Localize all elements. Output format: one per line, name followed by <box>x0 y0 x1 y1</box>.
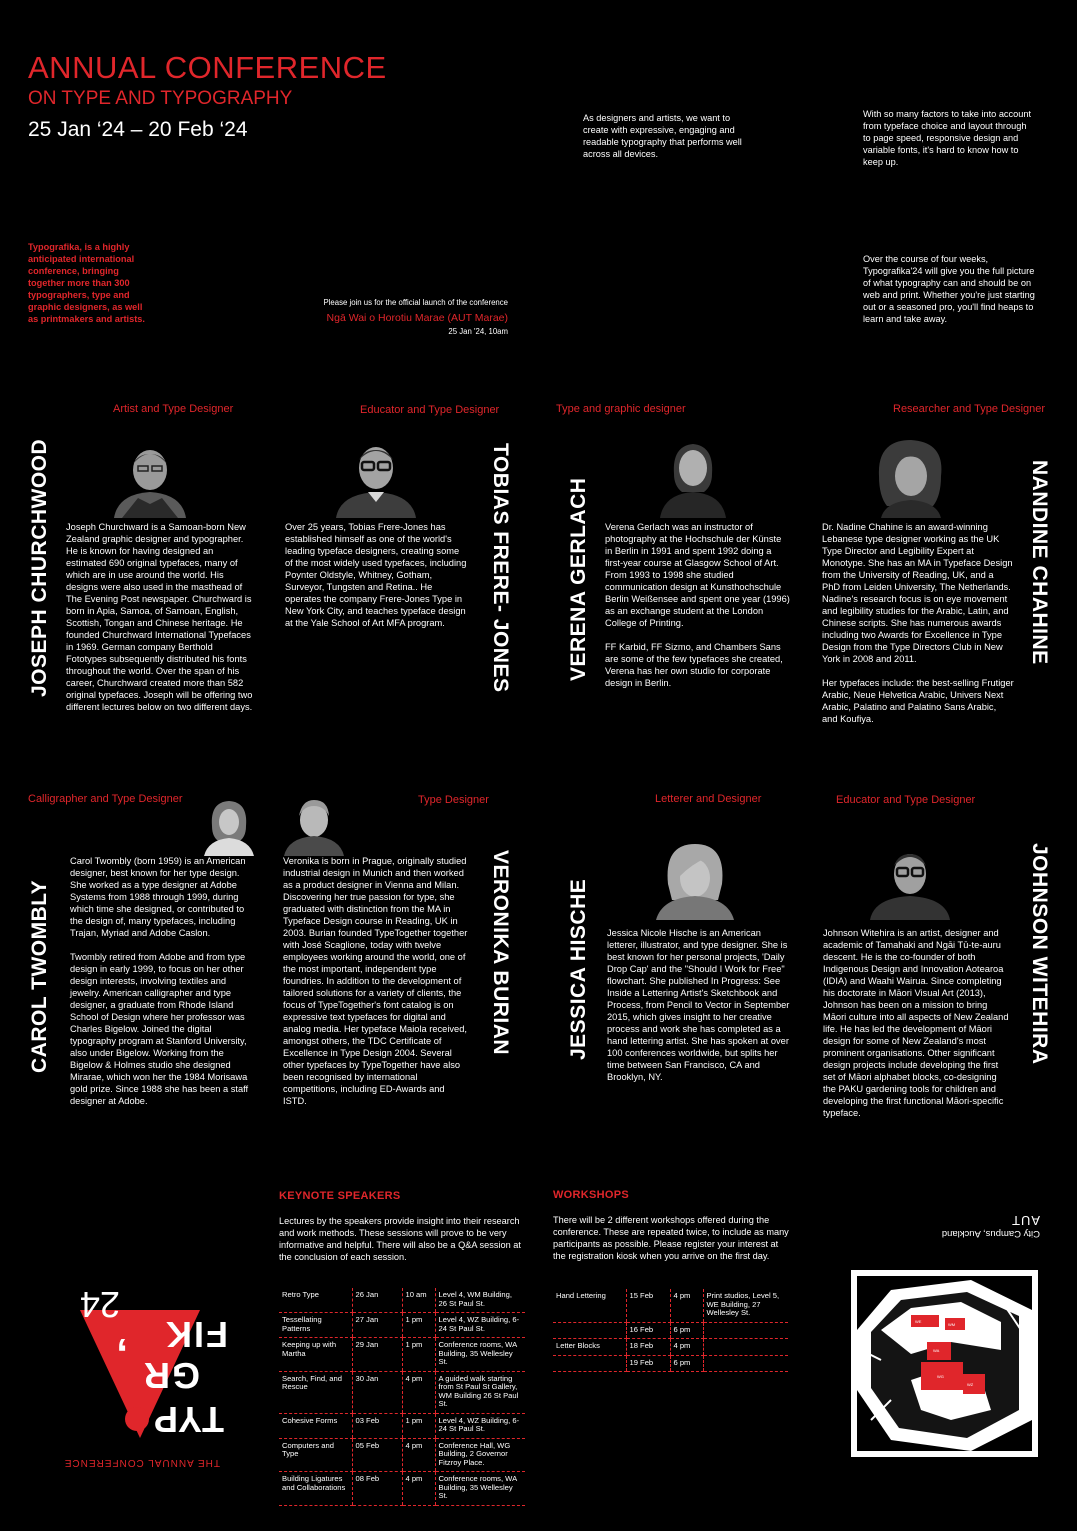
schedule-venue: Level 4, WM Building, 26 St Paul St. <box>435 1288 525 1313</box>
logo-line-gr: GR <box>142 1355 200 1396</box>
schedule-time: 4 pm <box>402 1371 435 1413</box>
speaker-name: CAROL TWOMBLY <box>28 879 51 1073</box>
speaker-bio: Jessica Nicole Hische is an American letterer, illustrator, and type designer. She is best known for her personal projects, 'Daily Drop Cap' and the "Should I Work for Free" flowchart. She published In Progress: See Inside a Lettering Artist's Sketchbook and Process, from Pencil to Vector in September 2015, which gives insight to her creative process and work she has completed as a hand lettering artist. She has spoken at over 100 conferences worldwide, but splits her time between San Francisco, CA and Brooklyn, NY. <box>607 928 790 1082</box>
speaker-name: VERENA GERLACH <box>567 477 590 681</box>
speaker-name: JESSICA HISCHE <box>567 878 590 1060</box>
speaker-role: Researcher and Type Designer <box>893 403 1046 415</box>
speaker-name: VERONIKA BURIAN <box>489 850 512 1056</box>
schedule-row <box>553 1289 788 1322</box>
schedule-title <box>553 1355 626 1372</box>
keynote-heading: KEYNOTE SPEAKERS <box>279 1190 401 1202</box>
logo-dot <box>124 1406 150 1432</box>
schedule-title: Retro Type <box>279 1288 352 1313</box>
schedule-time: 4 pm <box>670 1339 703 1356</box>
map-building-label: WG <box>937 1374 944 1379</box>
schedule-date: 29 Jan <box>352 1338 402 1372</box>
logo-apostrophe: ’ <box>116 1313 128 1360</box>
schedule-date: 16 Feb <box>626 1322 670 1339</box>
speaker-bio: Dr. Nadine Chahine is an award-winning Lebanese type designer working as the UK Type Director and Legibility Expert at Monotype. She has an MA in Typeface Design from the University of Reading, UK, and a PhD from Leiden University, The Netherlands. Nadine's research focus is on eye movement and legibility studies for the Arabic, Latin, and Chinese scripts. She has numerous awards including two Awards for Excellence in Type Design from the Type Directors Club in New York in 2008 and 2011. Her typefaces include: the best-selling Frutiger Arabic, Neue Helvetica Arabic, Univers Next Arabic, Palatino and Palatino Sans Arabic, and Koufiya. <box>822 522 1014 724</box>
schedule-row <box>279 1371 525 1413</box>
speaker-role: Calligrapher and Type Designer <box>28 793 183 805</box>
logo-tagline: THE ANNUAL CONFERENCE <box>63 1457 220 1468</box>
intro-col1: As designers and artists, we want to create with expressive, engaging and readable typography that performs well across all devices. <box>583 113 742 159</box>
intro-about: Typografika, is a highly anticipated international conference, bringing together more than 300 typographers, type and graphic designers, as well as printmakers and artists. <box>28 242 145 324</box>
intro-col2: With so many factors to take into account from typeface choice and layout through to page speed, responsive design and variable fonts, it's hard to know how to keep up. <box>863 109 1032 167</box>
schedule-date: 03 Feb <box>352 1413 402 1438</box>
keynote-intro: Lectures by the speakers provide insight into their research and work methods. These sessions will prove to be very informative and helpful. There will also be a Q&A session at the conclusion of each session. <box>279 1216 521 1262</box>
schedule-time: 4 pm <box>402 1438 435 1472</box>
schedule-title: Search, Find, and Rescue <box>279 1371 352 1413</box>
speaker-name: TOBIAS FRERE- JONES <box>489 443 512 693</box>
keynote-schedule-table <box>279 1288 525 1506</box>
schedule-date: 30 Jan <box>352 1371 402 1413</box>
speaker-role: Type and graphic designer <box>556 403 686 415</box>
schedule-row <box>279 1438 525 1472</box>
schedule-venue: Print studios, Level 5, WE Building, 27 Wellesley St. <box>703 1289 788 1322</box>
schedule-time: 10 am <box>402 1288 435 1313</box>
map-building-label: WE <box>915 1319 922 1324</box>
speaker-photo <box>871 436 949 518</box>
schedule-time: 1 pm <box>402 1313 435 1338</box>
schedule-title: Computers and Type <box>279 1438 352 1472</box>
speaker-role: Letterer and Designer <box>655 793 762 805</box>
schedule-date: 15 Feb <box>626 1289 670 1322</box>
schedule-venue: A guided walk starting from St Paul St Gallery, WM Building 26 St Paul St. <box>435 1371 525 1413</box>
speaker-bio: Joseph Churchward is a Samoan-born New Zealand graphic designer and typographer. He is known for having designed an estimated 690 original typefaces, many of which are in use around the world. His designs were also used in the masthead of The Evening Post newspaper. Churchward is born in Apia, Samoa, of Samoan, English, Scottish, Tongan and Chinese heritage. He founded Churchward International Typefaces in 1969. German company Berthold Fototypes subsequently distributed his fonts throughout the world. Over the span of his career, Churchward created more than 582 original typefaces. Joseph will be offering two different lectures below on two different days. <box>66 522 253 712</box>
schedule-venue <box>703 1339 788 1356</box>
launch-venue: Ngā Wai o Horotiu Marae (AUT Marae) <box>326 312 508 324</box>
page-subtitle: ON TYPE AND TYPOGRAPHY <box>28 88 293 109</box>
schedule-venue <box>703 1355 788 1372</box>
schedule-date: 05 Feb <box>352 1438 402 1472</box>
speaker-bio: Veronika is born in Prague, originally studied industrial design in Munich and then worked as a product designer in Vienna and Milan. Discovering her true passion for type, she graduated with distinction from the MA in Typeface Design course in Reading, UK in 2003. Burian founded TypeTogether together with José Scaglione, today with twelve employees working around the world, one of the most important, independent type foundries. In addition to the development of tailored solutions for a variety of clients, the focus of TypeTogether's font catalog is on expressive text typefaces for digital and analog media. Her typeface Maiola received, amongst others, the TDC Certificate of Excellence in Type Design 2004. Several other typefaces by TypeTogether have also been recognised by international competitions, including ED-Awards and ISTD. <box>283 856 468 1106</box>
speaker-photo <box>870 840 950 920</box>
speaker-photo <box>204 798 254 856</box>
schedule-row <box>553 1339 788 1356</box>
schedule-row <box>279 1313 525 1338</box>
launch-invite: Please join us for the official launch of the conference <box>323 298 508 307</box>
schedule-row <box>553 1355 788 1372</box>
schedule-venue: Level 4, WZ Building, 6-24 St Paul St. <box>435 1313 525 1338</box>
schedule-date: 19 Feb <box>626 1355 670 1372</box>
speaker-role: Educator and Type Designer <box>360 404 500 416</box>
speaker-photo <box>336 436 416 518</box>
speaker-photo <box>112 442 188 518</box>
schedule-row <box>279 1338 525 1372</box>
workshops-intro: There will be 2 different workshops offered during the conference. These are repeated twice, to include as many participants as possible. Please register your interest at the registration kiosk when you arrive on the first day. <box>553 1215 789 1261</box>
schedule-title: Letter Blocks <box>553 1339 626 1356</box>
speaker-bio: Verena Gerlach was an instructor of photography at the Hochschule der Künste in Berlin in 1991 and spent 1992 doing a first-year course at Glasgow School of Art. From 1993 to 1998 she studied communication design at Kunsthochschule Berlin Weißensee and spent one year (1996) as an exchange student at the London College of Printing. FF Karbid, FF Sizmo, and Chambers Sans are some of the few typefaces she created, Verena has her own studio for corporate design in Berlin. <box>605 522 790 688</box>
launch-block <box>290 298 508 336</box>
speaker-photo <box>282 796 346 856</box>
schedule-date: 08 Feb <box>352 1472 402 1506</box>
speaker-role: Artist and Type Designer <box>113 403 234 415</box>
speaker-name: NANDINE CHAHINE <box>1028 460 1051 665</box>
map-building-label: WZ <box>967 1382 974 1387</box>
speaker-photo <box>652 840 738 920</box>
speaker-bio: Johnson Witehira is an artist, designer and academic of Tamahaki and Ngāi Tū-te-auru descent. He is the co-founder of both Indigenous Design and Innovation Aotearoa (IDIA) and Waahi Wairua. Since completing his doctorate in Māori Visual Art (2013), Johnson has been on a mission to bring Māori culture into all aspects of New Zealand life. He has led the development of Māori design for some of New Zealand's most prominent organisations. Other significant design projects include developing the first set of Māori alphabet blocks, co-designing the PAKU gardening tools for children and developing the first functional Māori-specific typeface. <box>823 928 1009 1118</box>
logo-line-typ: TYP <box>153 1399 224 1440</box>
workshops-schedule-table <box>553 1289 788 1372</box>
logo-year: 24 <box>79 1284 120 1325</box>
schedule-row <box>279 1413 525 1438</box>
map-building-label: WM <box>948 1322 956 1327</box>
logo-line-fik: FIK <box>164 1314 228 1355</box>
schedule-venue: Conference rooms, WA Building, 35 Wellesley St. <box>435 1472 525 1506</box>
schedule-title: Building Ligatures and Collaborations <box>279 1472 352 1506</box>
launch-when: 25 Jan '24, 10am <box>448 327 508 336</box>
schedule-title: Cohesive Forms <box>279 1413 352 1438</box>
schedule-time: 1 pm <box>402 1413 435 1438</box>
schedule-title: Hand Lettering <box>553 1289 626 1322</box>
schedule-row <box>279 1288 525 1313</box>
schedule-row <box>553 1322 788 1339</box>
schedule-venue: Conference rooms, WA Building, 35 Wellesley St. <box>435 1338 525 1372</box>
typografika-logo <box>40 1260 240 1468</box>
speaker-photo <box>656 440 730 518</box>
schedule-title: Keeping up with Martha <box>279 1338 352 1372</box>
page-title: ANNUAL CONFERENCE <box>28 50 387 85</box>
speaker-role: Educator and Type Designer <box>836 794 976 806</box>
schedule-venue: Conference Hall, WG Building, 2 Governor Fitzroy Place. <box>435 1438 525 1472</box>
map-org: AUT <box>1011 1213 1040 1228</box>
speaker-role: Type Designer <box>418 794 489 806</box>
map-building-label: WA <box>933 1348 940 1353</box>
intro-col3: Over the course of four weeks, Typografika'24 will give you the full picture of what typography can and should be on web and print. Whether you're just starting out or a seasoned pro, you'll find heaps to learn and take away. <box>863 254 1035 324</box>
conference-dates: 25 Jan ‘24 – 20 Feb ‘24 <box>28 118 248 141</box>
workshops-heading: WORKSHOPS <box>553 1189 630 1201</box>
speaker-name: JOSEPH CHURCHWOOD <box>28 438 51 697</box>
speaker-bio: Over 25 years, Tobias Frere-Jones has established himself as one of the world's leading typeface designers, creating some of the most widely used typefaces, including Poynter Oldstyle, Whitney, Gotham, Surveyor, Tungsten and Retina.. He operates the company Frere-Jones Type in New York City, and teaches typeface design at the Yale School of Art MFA program. <box>285 522 467 628</box>
schedule-time: 4 pm <box>670 1289 703 1322</box>
map-campus: City Campus, Auckland <box>941 1228 1040 1239</box>
schedule-date: 26 Jan <box>352 1288 402 1313</box>
schedule-time: 1 pm <box>402 1338 435 1372</box>
speaker-bio: Carol Twombly (born 1959) is an American designer, best known for her type design. She worked as a type designer at Adobe Systems from 1988 through 1999, during which time she designed, or contributed to the design of, many typefaces, including Trajan, Myriad and Adobe Caslon. Twombly retired from Adobe and from type design in early 1999, to focus on her other design interests, involving textiles and jewelry. American calligrapher and type designer, a graduate from Rhode Island School of Design where her professor was Charles Bigelow. Joined the digital typography program at Stanford University, also under Bigelow. Working from the Bigelow & Holmes studio she designed Mirarae, which won her the 1984 Morisawa gold prize. Since 1988 she has been a staff designer at Adobe. <box>70 856 249 1106</box>
schedule-venue: Level 4, WZ Building, 6-24 St Paul St. <box>435 1413 525 1438</box>
campus-map <box>851 1270 1038 1457</box>
speaker-name: JOHNSON WITEHIRA <box>1028 843 1051 1065</box>
schedule-date: 18 Feb <box>626 1339 670 1356</box>
schedule-row <box>279 1472 525 1506</box>
map-caption <box>912 1213 1040 1239</box>
schedule-title <box>553 1322 626 1339</box>
schedule-date: 27 Jan <box>352 1313 402 1338</box>
schedule-title: Tessellating Patterns <box>279 1313 352 1338</box>
schedule-time: 4 pm <box>402 1472 435 1506</box>
schedule-time: 6 pm <box>670 1355 703 1372</box>
schedule-time: 6 pm <box>670 1322 703 1339</box>
schedule-venue <box>703 1322 788 1339</box>
